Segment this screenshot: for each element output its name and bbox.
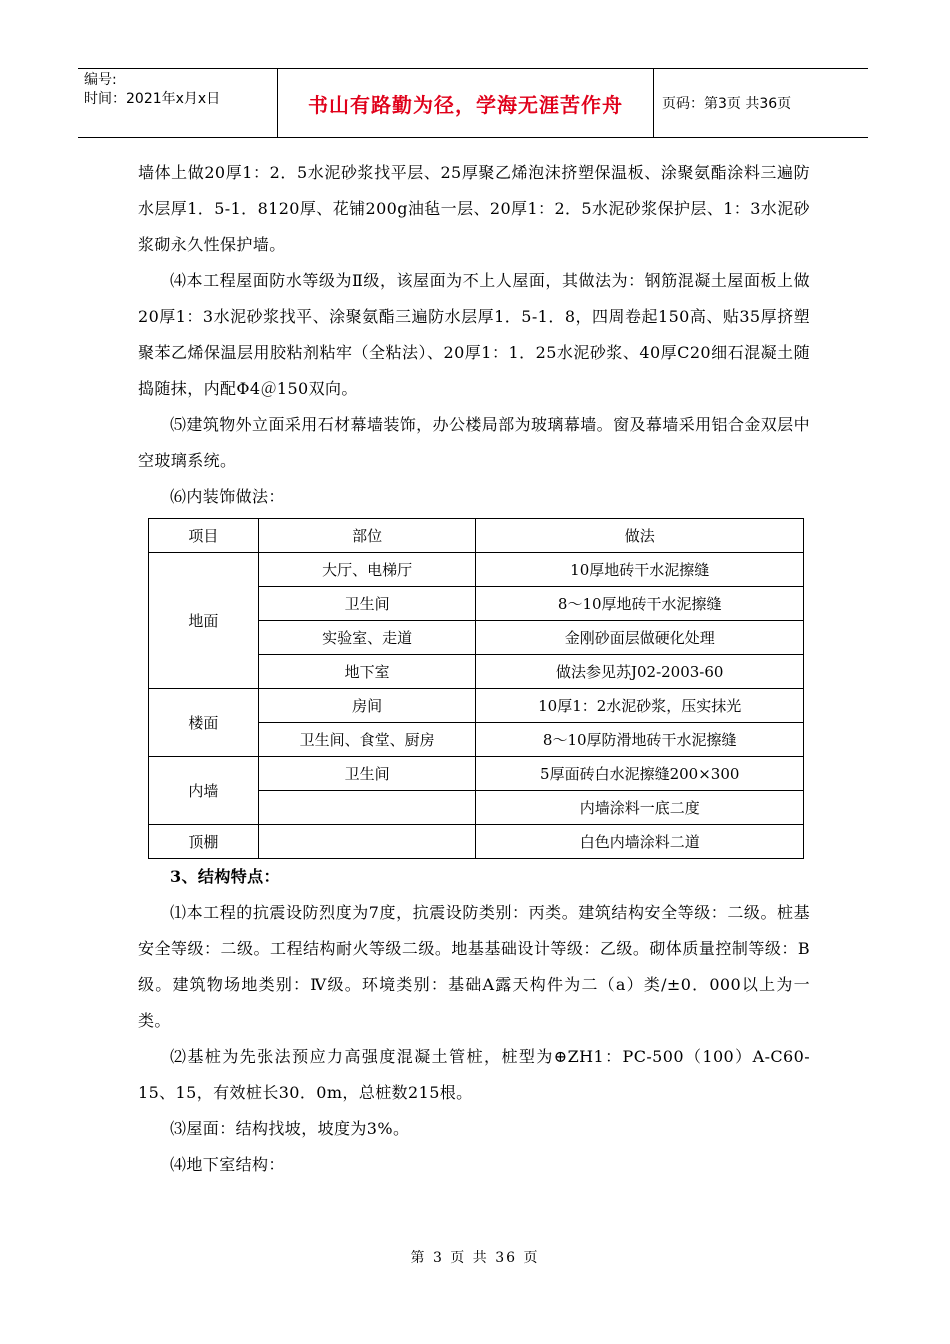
table-item-cell: 顶棚: [149, 825, 259, 859]
table-part-cell: 卫生间: [258, 587, 476, 621]
paragraph: ⑹内装饰做法：: [170, 487, 285, 506]
table-header-cell: 做法: [476, 519, 804, 553]
table-row: [149, 757, 804, 791]
header-meta: [78, 69, 278, 137]
paragraph: ⑴本工程的抗震设防烈度为7度，抗震设防类别：丙类。建筑结构安全等级：二级。桩基安全等级：二级。工程结构耐火等级二级。地基基础设计等级：乙级。砌体质量控制等级：B级。建筑物场地类别：Ⅳ级。环境类别：基础A露天构件为二（a）类/±0．000以上为一类。: [138, 903, 810, 1030]
table-method-cell: 金刚砂面层做硬化处理: [476, 621, 804, 655]
table-method-cell: 白色内墙涂料二道: [476, 825, 804, 859]
table-row: [149, 689, 804, 723]
section-heading: 3、结构特点：: [170, 867, 280, 886]
paragraph: ⑷本工程屋面防水等级为Ⅱ级，该屋面为不上人屋面，其做法为：钢筋混凝土屋面板上做20厚1：3水泥砂浆找平、涂聚氨酯三遍防水层厚1．5-1．8，四周卷起150高、贴35厚挤塑聚苯乙烯保温层用胶粘剂粘牢（全粘法）、20厚1：1．25水泥砂浆、40厚C20细石混凝土随捣随抹，内配Φ4＠150双向。: [138, 271, 810, 398]
table-part-cell: 地下室: [258, 655, 476, 689]
header-motto: 书山有路勤为径，学海无涯苦作舟: [278, 69, 654, 137]
table-item-cell: 内墙: [149, 757, 259, 825]
header-number-label: 编号:: [84, 72, 117, 88]
paragraph: ⑸建筑物外立面采用石材幕墙装饰，办公楼局部为玻璃幕墙。窗及幕墙采用铝合金双层中空玻璃系统。: [138, 415, 810, 470]
table-row: [149, 825, 804, 859]
table-method-cell: 内墙涂料一底二度: [476, 791, 804, 825]
table-item-cell: 地面: [149, 553, 259, 689]
table-header-cell: 部位: [258, 519, 476, 553]
table-item-cell: 楼面: [149, 689, 259, 757]
table-method-cell: 8～10厚地砖干水泥擦缝: [476, 587, 804, 621]
table-method-cell: 8～10厚防滑地砖干水泥擦缝: [476, 723, 804, 757]
table-header-cell: 项目: [149, 519, 259, 553]
table-part-cell: 卫生间: [258, 757, 476, 791]
table-part-cell: [258, 825, 476, 859]
page-footer: 第 3 页 共 36 页: [410, 1250, 540, 1266]
paragraph: ⑶屋面：结构找坡，坡度为3%。: [170, 1119, 410, 1138]
table-part-cell: 房间: [258, 689, 476, 723]
table-method-cell: 5厚面砖白水泥擦缝200×300: [476, 757, 804, 791]
paragraph: 墙体上做20厚1：2．5水泥砂浆找平层、25厚聚乙烯泡沫挤塑保温板、涂聚氨酯涂料三遍防水层厚1．5-1．8120厚、花铺200g油毡一层、20厚1：2．5水泥砂浆保护层、1：3水泥砂浆砌永久性保护墙。: [138, 163, 810, 254]
table-part-cell: 实验室、走道: [258, 621, 476, 655]
paragraph: ⑵基桩为先张法预应力高强度混凝土管桩，桩型为⊕ZH1：PC-500（100）A-C60-15、15，有效桩长30．0m，总桩数215根。: [138, 1047, 810, 1102]
table-method-cell: 10厚地砖干水泥擦缝: [476, 553, 804, 587]
table-part-cell: 大厅、电梯厅: [258, 553, 476, 587]
table-part-cell: [258, 791, 476, 825]
paragraph: ⑷地下室结构：: [170, 1155, 285, 1174]
header-page-label: 页码：第3页 共36页: [662, 96, 792, 112]
header-time-label: 时间：2021年x月x日: [84, 91, 221, 107]
table-header-row: [149, 519, 804, 553]
table-part-cell: 卫生间、食堂、厨房: [258, 723, 476, 757]
table-row: [149, 553, 804, 587]
table-method-cell: 10厚1：2水泥砂浆，压实抹光: [476, 689, 804, 723]
page-header: [78, 68, 868, 138]
document-body: [138, 155, 810, 1183]
table-method-cell: 做法参见苏J02-2003-60: [476, 655, 804, 689]
interior-decoration-table: [148, 518, 804, 859]
